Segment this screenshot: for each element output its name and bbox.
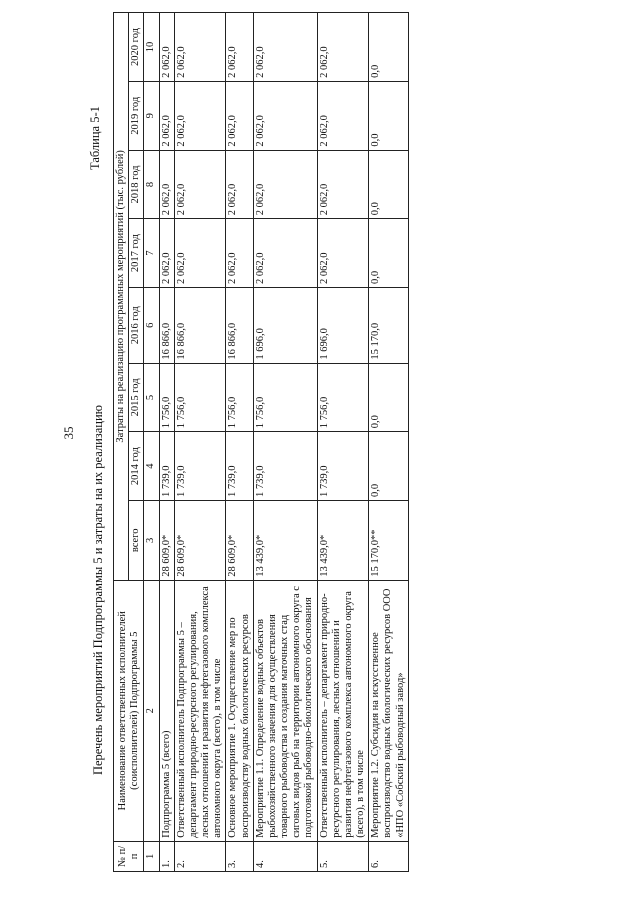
table-row bbox=[253, 13, 317, 872]
row-value: 0,0 bbox=[369, 150, 409, 219]
row-value: 1 756,0 bbox=[159, 363, 174, 432]
row-value: 0,0 bbox=[369, 363, 409, 432]
row-total: 28 609,0* bbox=[174, 500, 226, 580]
header-year: 2014 год bbox=[129, 432, 144, 501]
row-value: 1 696,0 bbox=[253, 288, 317, 364]
column-number: 5 bbox=[144, 363, 159, 432]
row-number: 3. bbox=[226, 841, 253, 871]
row-value: 2 062,0 bbox=[317, 150, 369, 219]
column-number: 7 bbox=[144, 219, 159, 288]
row-name: Основное мероприятие 1. Осуществление мер по воспроизводству водных биологических ресурсов bbox=[226, 580, 253, 841]
row-value: 16 866,0 bbox=[174, 288, 226, 364]
row-value: 2 062,0 bbox=[317, 81, 369, 150]
row-value: 1 756,0 bbox=[226, 363, 253, 432]
row-value: 16 866,0 bbox=[226, 288, 253, 364]
column-number: 9 bbox=[144, 81, 159, 150]
row-value: 0,0 bbox=[369, 13, 409, 82]
column-number: 8 bbox=[144, 150, 159, 219]
table-caption: Перечень мероприятий Подпрограммы 5 и затраты на их реализацию bbox=[91, 404, 105, 776]
row-name: Мероприятие 1.1. Определение водных объектов рыбохозяйственного значения для осуществления товарного рыбоводства и создания маточных стад сиговых видов рыб на территории автономного округа с подготовкой рыбоводно-биологического обоснования bbox=[253, 580, 317, 841]
measures-table bbox=[113, 12, 409, 872]
row-value: 0,0 bbox=[369, 219, 409, 288]
header-year: 2019 год bbox=[129, 81, 144, 150]
row-value: 1 739,0 bbox=[174, 432, 226, 501]
header-number: № п/п bbox=[114, 841, 144, 871]
row-name: Ответственный исполнитель – департамент природно-ресурсного регулирования, лесных отношений и развития нефтегазового комплекса автономного округа (всего), в том числе bbox=[317, 580, 369, 841]
column-number: 3 bbox=[144, 500, 159, 580]
row-number: 1. bbox=[159, 841, 174, 871]
row-name: Мероприятие 1.2. Субсидия на искусственное воспроизводство водных биологических ресурсов ООО «НПО «Собский рыбоводный завод» bbox=[369, 580, 409, 841]
row-value: 1 739,0 bbox=[317, 432, 369, 501]
row-number: 6. bbox=[369, 841, 409, 871]
header-total: всего bbox=[129, 500, 144, 580]
row-value: 1 756,0 bbox=[174, 363, 226, 432]
row-number: 4. bbox=[253, 841, 317, 871]
row-value: 2 062,0 bbox=[317, 13, 369, 82]
column-number: 1 bbox=[144, 841, 159, 871]
header-year: 2017 год bbox=[129, 219, 144, 288]
row-total: 13 439,0* bbox=[253, 500, 317, 580]
row-value: 0,0 bbox=[369, 81, 409, 150]
row-value: 2 062,0 bbox=[226, 13, 253, 82]
column-number: 6 bbox=[144, 288, 159, 364]
row-number: 2. bbox=[174, 841, 226, 871]
row-value: 15 170,0 bbox=[369, 288, 409, 364]
row-name: Подпрограмма 5 (всего) bbox=[159, 580, 174, 841]
row-value: 2 062,0 bbox=[253, 81, 317, 150]
page-number: 35 bbox=[61, 426, 76, 440]
row-value: 1 739,0 bbox=[253, 432, 317, 501]
row-total: 28 609,0* bbox=[226, 500, 253, 580]
row-value: 2 062,0 bbox=[253, 219, 317, 288]
table-row bbox=[174, 13, 226, 872]
row-value: 2 062,0 bbox=[253, 13, 317, 82]
row-value: 2 062,0 bbox=[253, 150, 317, 219]
row-value: 0,0 bbox=[369, 432, 409, 501]
row-total: 28 609,0* bbox=[159, 500, 174, 580]
row-value: 1 756,0 bbox=[317, 363, 369, 432]
header-year: 2015 год bbox=[129, 363, 144, 432]
row-value: 2 062,0 bbox=[174, 150, 226, 219]
table-row bbox=[369, 13, 409, 872]
row-value: 2 062,0 bbox=[226, 81, 253, 150]
column-number: 2 bbox=[144, 580, 159, 841]
row-total: 15 170,0** bbox=[369, 500, 409, 580]
row-value: 2 062,0 bbox=[226, 219, 253, 288]
row-number: 5. bbox=[317, 841, 369, 871]
row-value: 1 739,0 bbox=[159, 432, 174, 501]
row-total: 13 439,0* bbox=[317, 500, 369, 580]
header-year: 2018 год bbox=[129, 150, 144, 219]
row-value: 16 866,0 bbox=[159, 288, 174, 364]
row-value: 1 696,0 bbox=[317, 288, 369, 364]
table-row bbox=[317, 13, 369, 872]
row-value: 2 062,0 bbox=[174, 81, 226, 150]
header-name: Наименование ответственных исполнителей (соисполнителей) Подпрограммы 5 bbox=[114, 580, 144, 841]
row-name: Ответственный исполнитель Подпрограммы 5 – департамент природно-ресурсного регулирования, лесных отношений и развития нефтегазового комплекса автономного округа (всего), в том числе bbox=[174, 580, 226, 841]
row-value: 1 739,0 bbox=[226, 432, 253, 501]
row-value: 1 756,0 bbox=[253, 363, 317, 432]
row-value: 2 062,0 bbox=[226, 150, 253, 219]
row-value: 2 062,0 bbox=[159, 150, 174, 219]
row-value: 2 062,0 bbox=[159, 81, 174, 150]
table-label: Таблица 5-1 bbox=[88, 106, 102, 170]
table-row bbox=[226, 13, 253, 872]
header-costs-group: Затраты на реализацию программных мероприятий (тыс. рублей) bbox=[114, 13, 129, 581]
row-value: 2 062,0 bbox=[174, 13, 226, 82]
row-value: 2 062,0 bbox=[317, 219, 369, 288]
header-year: 2020 год bbox=[129, 13, 144, 82]
row-value: 2 062,0 bbox=[159, 13, 174, 82]
table-row bbox=[159, 13, 174, 872]
row-value: 2 062,0 bbox=[174, 219, 226, 288]
header-year: 2016 год bbox=[129, 288, 144, 364]
rotated-page-content bbox=[85, 20, 640, 880]
row-value: 2 062,0 bbox=[159, 219, 174, 288]
column-number: 10 bbox=[144, 13, 159, 82]
column-number: 4 bbox=[144, 432, 159, 501]
